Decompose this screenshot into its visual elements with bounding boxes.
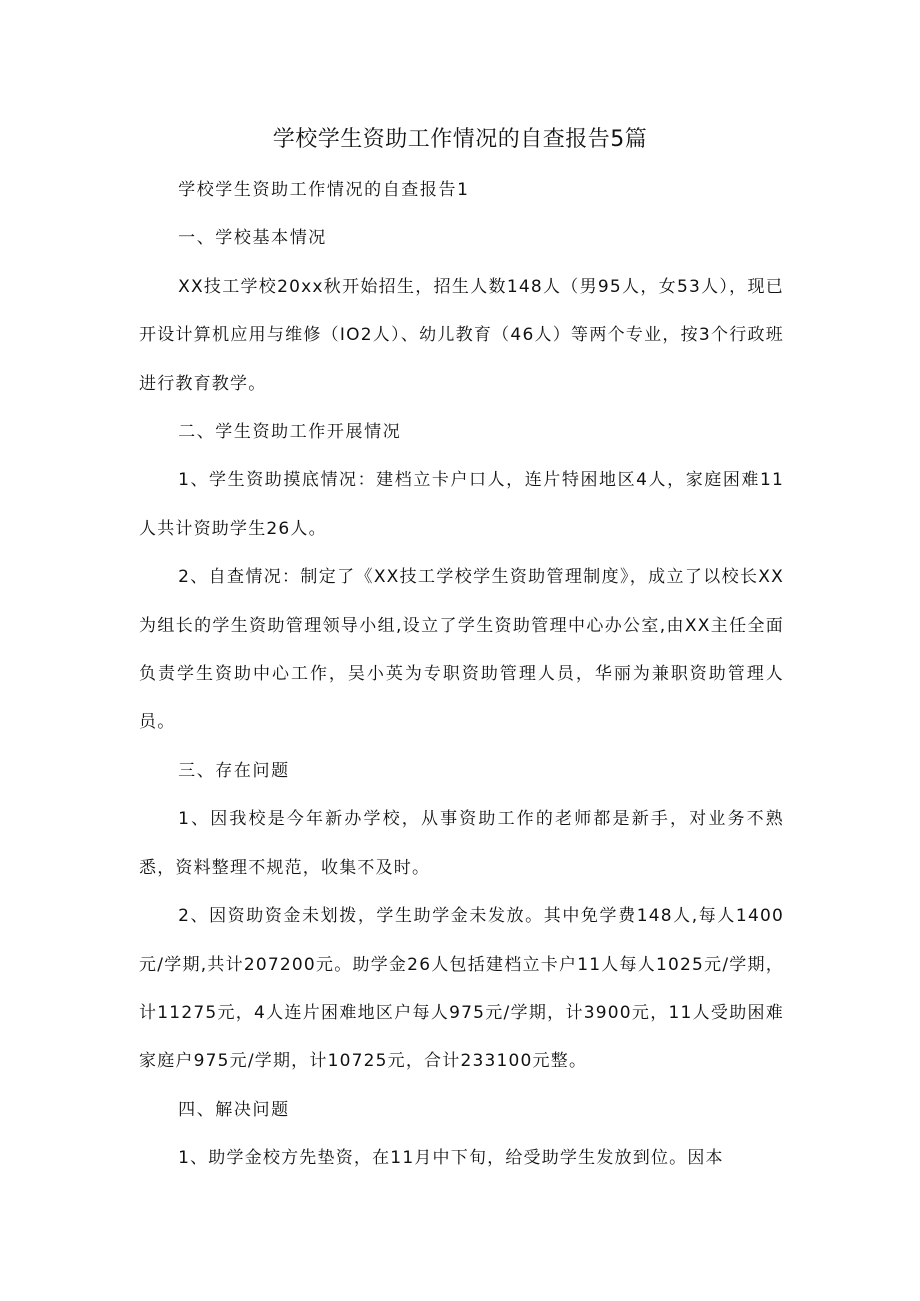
paragraph-aid-survey: 1、学生资助摸底情况：建档立卡户口人，连片特困地区4人，家庭困难11人共计资助学生26人。 xyxy=(139,470,784,539)
section-heading-aid-work: 二、学生资助工作开展情况 xyxy=(178,422,402,443)
paragraph-basic-info: XX技工学校20xx秋开始招生，招生人数148人（男95人，女53人），现已开设计算机应用与维修（IO2人）、幼儿教育（46人）等两个专业，按3个行政班进行教育教学。 xyxy=(139,276,784,394)
document-body xyxy=(139,166,784,1183)
paragraph-problem-1: 1、因我校是今年新办学校，从事资助工作的老师都是新手，对业务不熟悉，资料整理不规范，收集不及时。 xyxy=(139,809,784,878)
section-heading-basic-info: 一、学校基本情况 xyxy=(178,228,327,249)
paragraph-solution-1: 1、助学金校方先垫资，在11月中下旬，给受助学生发放到位。因本 xyxy=(178,1148,724,1169)
section-heading-problems: 三、存在问题 xyxy=(178,760,290,781)
report-subtitle: 学校学生资助工作情况的自查报告1 xyxy=(178,180,470,200)
paragraph-self-check: 2、自查情况：制定了《XX技工学校学生资助管理制度》，成立了以校长XX为组长的学生资助管理领导小组,设立了学生资助管理中心办公室,由XX主任全面负责学生资助中心工作，吴小英为专职资助管理人员，华丽为兼职资助管理人员。 xyxy=(139,567,784,733)
document-title: 学校学生资助工作情况的自查报告5篇 xyxy=(272,127,648,152)
paragraph-problem-2: 2、因资助资金未划拨，学生助学金未发放。其中免学费148人,每人1400元/学期,共计207200元。助学金26人包括建档立卡户11人每人1025元/学期，计11275元，4人连片困难地区户每人975元/学期，计3900元，11人受助困难家庭户975元/学期，计10725元，合计233100元整。 xyxy=(139,906,784,1072)
section-heading-solutions: 四、解决问题 xyxy=(178,1099,290,1120)
